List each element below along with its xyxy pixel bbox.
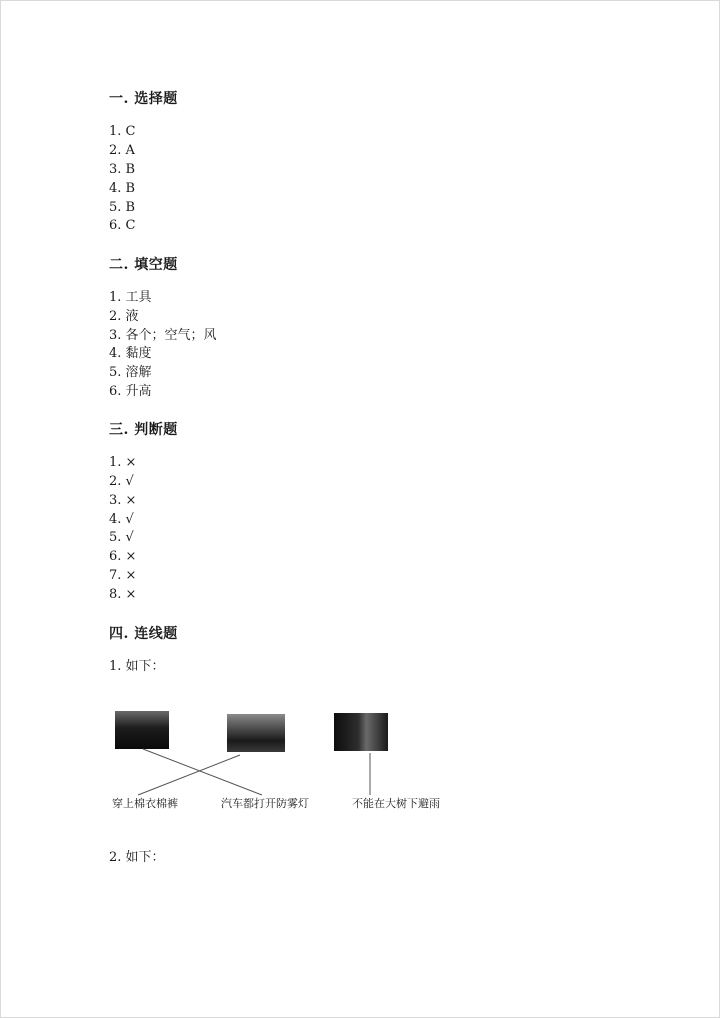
- match-caption-3: 不能在大树下避雨: [352, 797, 440, 810]
- section-heading-4: 四. 连线题: [109, 626, 178, 642]
- answer-line: 2. A: [109, 143, 135, 158]
- answer-line: 1. 工具: [109, 290, 152, 305]
- answer-line: 2. 液: [109, 309, 139, 324]
- answer-line: 2. 如下：: [109, 850, 165, 865]
- answer-line: 3. ×: [109, 493, 137, 508]
- answer-line: 6. C: [109, 218, 136, 233]
- answer-line: 4. B: [109, 181, 136, 196]
- answer-line: 5. B: [109, 200, 136, 215]
- matching-line: [143, 749, 262, 795]
- match-caption-1: 穿上棉衣棉裤: [112, 797, 178, 810]
- answer-line: 5. 溶解: [109, 365, 152, 380]
- answer-line: 2. √: [109, 474, 134, 489]
- answer-line: 1. 如下：: [109, 659, 165, 674]
- answer-line: 5. √: [109, 530, 134, 545]
- answer-line: 1. C: [109, 124, 136, 139]
- answer-line: 6. 升高: [109, 384, 152, 399]
- section-heading-1: 一. 选择题: [109, 91, 178, 107]
- answer-line: 7. ×: [109, 568, 137, 583]
- answer-line: 4. √: [109, 512, 134, 527]
- matching-line: [138, 755, 240, 795]
- answer-line: 8. ×: [109, 587, 137, 602]
- answer-line: 1. ×: [109, 455, 137, 470]
- answer-line: 6. ×: [109, 549, 137, 564]
- match-caption-2: 汽车都打开防雾灯: [221, 797, 309, 810]
- section-heading-3: 三. 判断题: [109, 422, 178, 438]
- answer-line: 3. B: [109, 162, 136, 177]
- answer-line: 4. 黏度: [109, 346, 152, 361]
- section-heading-2: 二. 填空题: [109, 257, 178, 273]
- answer-line: 3. 各个；空气；风: [109, 328, 217, 343]
